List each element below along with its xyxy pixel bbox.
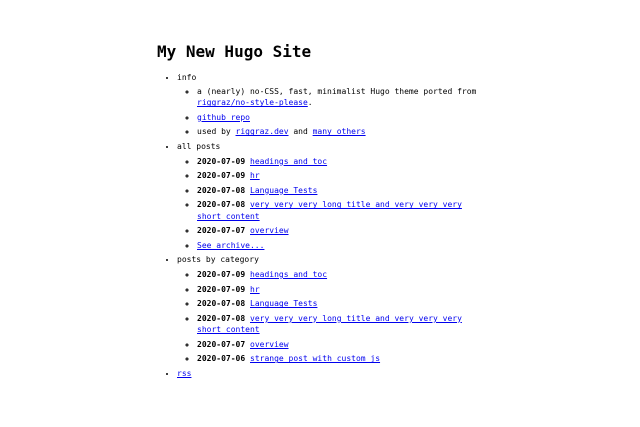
list-item (197, 225, 483, 236)
post-date: 2020-07-06 (197, 354, 246, 364)
post-date: 2020-07-08 (197, 200, 246, 210)
text: a (nearly) no-CSS, fast, minimalist Hugo theme ported from (197, 87, 477, 97)
list-item (197, 284, 483, 295)
link-many-others[interactable]: many others (312, 127, 366, 137)
list-item (197, 353, 483, 364)
link-hr[interactable]: hr (250, 284, 260, 294)
outline-section-posts-by-category (177, 254, 483, 364)
link-see-archive[interactable]: See archive... (197, 240, 265, 250)
list-item (197, 199, 483, 221)
outline-section-all-posts (177, 141, 483, 251)
section-label: all posts (177, 142, 221, 152)
outline-section-info (177, 72, 483, 138)
link-github-repo[interactable]: github repo (197, 112, 250, 122)
post-date: 2020-07-08 (197, 185, 246, 195)
sub-list-posts-by-category (177, 269, 483, 364)
link-overview[interactable]: overview (250, 226, 289, 236)
link-language-tests[interactable]: Language Tests (250, 185, 318, 195)
link-riggraz-no-style-please[interactable]: riggraz/no-style-please (197, 98, 308, 108)
link-very-very-very-long-title-and-very-very-very-short-content[interactable]: very very very long title and very very very short content (197, 200, 462, 221)
link-headings-and-toc[interactable]: headings and toc (250, 270, 328, 280)
section-label: info (177, 72, 197, 82)
list-item (197, 86, 483, 108)
link-very-very-very-long-title-and-very-very-very-short-content[interactable]: very very very long title and very very very short content (197, 313, 462, 335)
text: . (307, 98, 313, 108)
post-date: 2020-07-09 (197, 171, 246, 181)
link-strange-post-with-custom-js[interactable]: strange post with custom js (250, 354, 381, 364)
section-label: posts by category (177, 255, 259, 265)
post-date: 2020-07-09 (197, 270, 246, 280)
list-item (197, 240, 483, 251)
list-item (197, 185, 483, 196)
post-date: 2020-07-08 (197, 313, 246, 323)
post-date: 2020-07-08 (197, 299, 246, 309)
post-date: 2020-07-09 (197, 284, 246, 294)
link-language-tests[interactable]: Language Tests (250, 299, 318, 309)
list-item (197, 339, 483, 350)
page-title: My New Hugo Site (157, 41, 312, 61)
list-item (197, 126, 483, 137)
link-headings-and-toc[interactable]: headings and toc (250, 156, 328, 166)
list-item (197, 156, 483, 167)
post-date: 2020-07-09 (197, 156, 246, 166)
post-date: 2020-07-07 (197, 339, 246, 349)
home-outline (157, 72, 483, 380)
list-item (197, 269, 483, 280)
sub-list-info (177, 86, 483, 138)
list-item (197, 112, 483, 123)
sub-list-all-posts (177, 156, 483, 251)
list-item (197, 313, 483, 335)
list-item (197, 170, 483, 181)
outline-section-rss (177, 368, 483, 379)
post-date: 2020-07-07 (197, 226, 246, 236)
link-rss[interactable]: rss (177, 368, 192, 378)
text: used by (197, 127, 236, 137)
page-body (157, 0, 483, 379)
text: and (288, 127, 313, 137)
link-riggraz-dev[interactable]: riggraz.dev (235, 127, 289, 137)
link-hr[interactable]: hr (250, 171, 260, 181)
list-item (197, 298, 483, 309)
link-overview[interactable]: overview (250, 339, 289, 349)
